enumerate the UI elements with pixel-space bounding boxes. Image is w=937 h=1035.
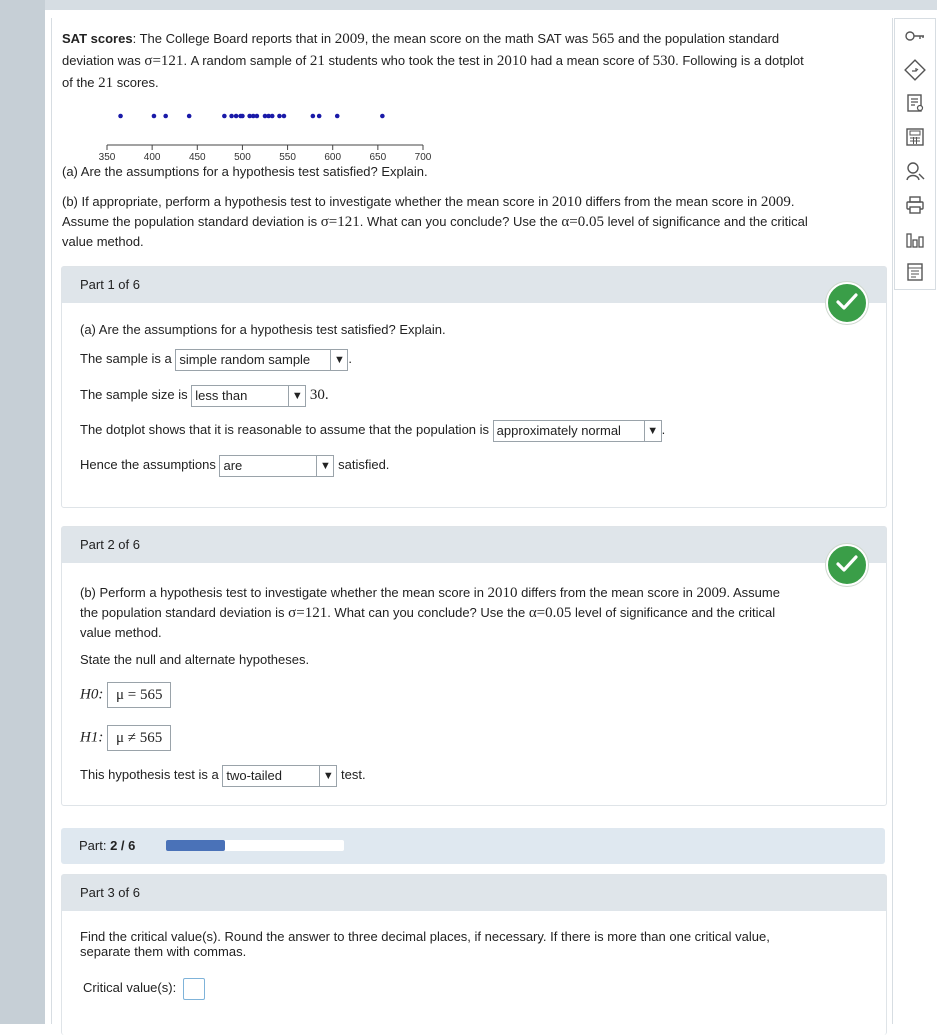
test-type-row xyxy=(80,764,366,787)
problem-text: . A random sample of xyxy=(183,53,310,68)
dotplot-tick-label: 450 xyxy=(188,152,206,163)
population-shape-select[interactable] xyxy=(493,420,662,442)
critical-value-row xyxy=(83,977,205,1000)
tools-sidebar xyxy=(894,18,936,290)
question-b xyxy=(62,192,892,252)
dotplot-row xyxy=(80,419,665,442)
problem-text: and the population standard xyxy=(614,31,780,46)
dotplot-point xyxy=(187,114,192,119)
part-2-text: . Assume xyxy=(726,585,780,600)
dotplot-tick-label: 550 xyxy=(279,152,296,163)
dotplot-point xyxy=(380,114,385,119)
top-strip xyxy=(45,0,937,10)
problem-text: : The College Board reports that in xyxy=(132,31,335,46)
chevron-down-icon: ▼ xyxy=(319,766,336,786)
problem-mean2: 530 xyxy=(652,53,676,69)
chevron-down-icon: ▼ xyxy=(316,456,333,476)
dotplot-tick-label: 650 xyxy=(369,152,387,163)
test-type-select[interactable] xyxy=(222,765,337,787)
key-icon[interactable] xyxy=(904,25,926,47)
critical-value-label: Critical value(s): xyxy=(83,980,177,995)
problem-year2: 2010 xyxy=(496,53,527,69)
hence-label: Hence the assumptions xyxy=(80,457,216,472)
problem-text: deviation was xyxy=(62,53,145,68)
part-2-question xyxy=(80,583,870,643)
part-2-alpha: α=0.05 xyxy=(528,605,572,621)
h0-label: H0: xyxy=(80,686,104,703)
part-2-year1: 2010 xyxy=(487,585,518,601)
sample-size-value: less than xyxy=(195,387,248,403)
dotplot-point xyxy=(163,114,168,119)
dotplot-point xyxy=(311,114,316,119)
dotplot-tick-label: 600 xyxy=(324,152,342,163)
problem-text: scores. xyxy=(113,75,159,90)
question-b-text: Assume the population standard deviation is xyxy=(62,214,321,229)
test-type-suffix: test. xyxy=(340,767,366,782)
test-type-value: two-tailed xyxy=(226,767,282,783)
h0-row xyxy=(80,682,171,708)
question-b-alpha: α=0.05 xyxy=(561,214,604,230)
sample-row xyxy=(80,348,352,371)
part-2-year2: 2009 xyxy=(696,585,727,601)
h1-row xyxy=(80,725,171,751)
question-b-year1: 2010 xyxy=(551,194,582,210)
part-2-text: . What can you conclude? Use the xyxy=(327,605,529,620)
size-row xyxy=(80,384,329,407)
part-2-sigma: σ=121 xyxy=(288,605,328,621)
h1-input[interactable]: μ ≠ 565 xyxy=(107,725,171,751)
question-b-text: . What can you conclude? Use the xyxy=(359,214,562,229)
problem-text: of the xyxy=(62,75,99,90)
dotplot-point xyxy=(282,114,287,119)
state-hypotheses: State the null and alternate hypotheses. xyxy=(80,652,310,667)
chevron-down-icon: ▼ xyxy=(330,350,347,370)
dotplot-point xyxy=(277,114,282,119)
part-1-header: Part 1 of 6 xyxy=(62,267,886,303)
problem-card xyxy=(51,18,893,1024)
dotplot-tick-label: 400 xyxy=(143,152,161,163)
progress-label: Part: 2 / 6 xyxy=(79,838,136,853)
assumptions-select[interactable] xyxy=(219,455,334,477)
question-b-text: . xyxy=(790,194,795,209)
part-2-header: Part 2 of 6 xyxy=(62,527,886,563)
dotplot-point xyxy=(240,114,245,119)
progress-band xyxy=(61,828,885,864)
chart-icon[interactable] xyxy=(904,228,926,250)
dotplot-point xyxy=(118,114,123,119)
sample-type-value: simple random sample xyxy=(179,351,311,367)
problem-text: students who took the test in xyxy=(324,53,497,68)
data-table-icon[interactable] xyxy=(904,261,926,283)
chevron-down-icon: ▼ xyxy=(644,421,661,441)
problem-sigma: σ=121 xyxy=(144,53,184,69)
part-3-text: separate them with commas. xyxy=(80,944,247,959)
part-2-panel xyxy=(61,526,887,806)
population-shape-value: approximately normal xyxy=(496,422,621,438)
problem-text: . Following is a dotplot xyxy=(675,53,804,68)
size-label: The sample size is xyxy=(80,387,188,402)
dotplot-point xyxy=(270,114,275,119)
dotplot-point xyxy=(222,114,227,119)
problem-text: , the mean score on the math SAT was xyxy=(364,31,592,46)
size-threshold: 30. xyxy=(309,387,329,403)
period: . xyxy=(348,351,353,366)
part-3-panel xyxy=(61,874,887,1035)
ebook-icon[interactable] xyxy=(904,92,926,114)
hence-row xyxy=(80,454,389,477)
part-3-instructions xyxy=(80,929,870,959)
help-person-icon[interactable] xyxy=(904,160,926,182)
question-b-year2: 2009 xyxy=(760,194,791,210)
sample-label: The sample is a xyxy=(80,351,172,366)
part-2-text: level of significance and the critical xyxy=(571,605,776,620)
progress-fill xyxy=(166,840,225,851)
dotplot-tick-label: 500 xyxy=(234,152,251,163)
part-2-text: differs from the mean score in xyxy=(517,585,697,600)
dotplot-tick-label: 700 xyxy=(414,152,432,163)
chevron-down-icon: ▼ xyxy=(288,386,305,406)
part-3-text: Find the critical value(s). Round the answer to three decimal places, if necessary. If there is more than one critical value, xyxy=(80,929,770,944)
problem-mean1: 565 xyxy=(591,31,615,47)
problem-title: SAT scores xyxy=(62,31,133,46)
part-1-question: (a) Are the assumptions for a hypothesis test satisfied? Explain. xyxy=(80,322,446,337)
navigate-icon[interactable] xyxy=(904,59,926,81)
question-b-text: value method. xyxy=(62,234,144,249)
part-2-text: value method. xyxy=(80,625,162,640)
part-2-text: (b) Perform a hypothesis test to investigate whether the mean score in xyxy=(80,585,488,600)
dotplot-point xyxy=(152,114,157,119)
critical-value-input[interactable] xyxy=(183,978,205,1000)
part-2-text: the population standard deviation is xyxy=(80,605,289,620)
dotplot-tick-label: 350 xyxy=(98,152,116,163)
question-b-text: differs from the mean score in xyxy=(581,194,761,209)
dotplot-point xyxy=(317,114,322,119)
question-b-text: (b) If appropriate, perform a hypothesis test to investigate whether the mean score in xyxy=(62,194,552,209)
print-icon[interactable] xyxy=(904,194,926,216)
question-b-text: level of significance and the critical xyxy=(603,214,808,229)
dotplot-point xyxy=(335,114,340,119)
part-1-panel xyxy=(61,266,887,508)
assumptions-value: are xyxy=(223,457,243,473)
problem-n: 21 xyxy=(98,75,114,91)
part-3-header: Part 3 of 6 xyxy=(62,875,886,911)
problem-statement xyxy=(62,28,887,94)
period: . xyxy=(661,422,666,437)
progress-bar xyxy=(166,840,344,851)
question-a: (a) Are the assumptions for a hypothesis test satisfied? Explain. xyxy=(62,164,428,179)
problem-year1: 2009 xyxy=(334,31,365,47)
part-1-check-icon xyxy=(826,282,868,324)
test-type-label: This hypothesis test is a xyxy=(80,767,219,782)
progress-value: 2 / 6 xyxy=(110,838,136,853)
hence-suffix: satisfied. xyxy=(338,457,390,472)
problem-text: had a mean score of xyxy=(526,53,653,68)
problem-n: 21 xyxy=(309,53,325,69)
h1-label: H1: xyxy=(80,729,104,746)
sample-size-select[interactable] xyxy=(191,385,306,407)
part-2-check-icon xyxy=(826,544,868,586)
dotplot-label: The dotplot shows that it is reasonable to assume that the population is xyxy=(80,422,490,437)
question-b-sigma: σ=121 xyxy=(320,214,360,230)
dotplot-point xyxy=(234,114,239,119)
dotplot-point xyxy=(229,114,234,119)
dotplot-point xyxy=(255,114,260,119)
sample-type-select[interactable] xyxy=(175,349,348,371)
h0-input[interactable]: μ = 565 xyxy=(107,682,172,708)
dotplot xyxy=(92,106,452,166)
left-rail xyxy=(0,0,45,1024)
calculator-icon[interactable] xyxy=(904,126,926,148)
